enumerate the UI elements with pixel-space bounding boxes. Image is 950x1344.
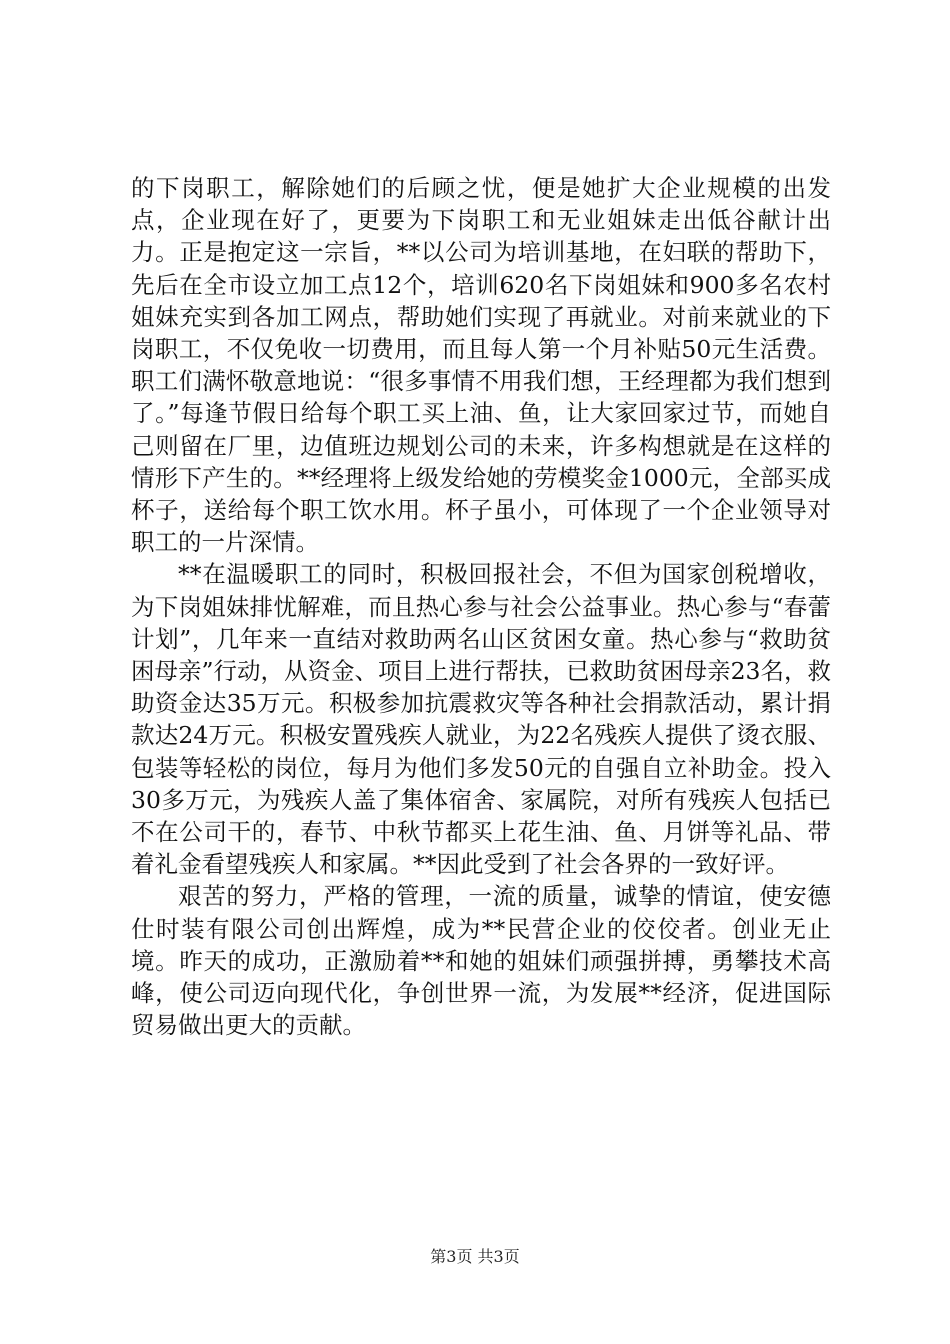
page-footer: 第3页 共3页 (430, 1247, 520, 1266)
paragraph-2: **在温暖职工的同时，积极回报社会，不但为国家创税增收，为下岗姐妹排忧解难，而且热心参与社会公益事业。热心参与“春蕾计划”，几年来一直结对救助两名山区贫困女童。热心参与“救助贫困母亲”行动，从资金、项目上进行帮扶，已救助贫困母亲23名，救助资金达35万元。积极参加抗震救灾等各种社会捐款活动，累计捐款达24万元。积极安置残疾人就业，为22名残疾人提供了烫衣服、包装等轻松的岗位，每月为他们多发50元的自强自立补助金。投入30多万元，为残疾人盖了集体宿舍、家属院，对所有残疾人包括已不在公司干的，春节、中秋节都买上花生油、鱼、月饼等礼品、带着礼金看望残疾人和家属。**因此受到了社会各界的一致好评。 (131, 560, 831, 879)
paragraph-3: 艰苦的努力，严格的管理，一流的质量，诚挚的情谊，使安德仕时装有限公司创出辉煌，成为**民营企业的佼佼者。创业无止境。昨天的成功，正激励着**和她的姐妹们顽强拼搏，勇攀技术高峰，使公司迈向现代化，争创世界一流，为发展**经济，促进国际贸易做出更大的贡献。 (131, 882, 831, 1040)
document-body (131, 172, 831, 1041)
paragraph-1: 的下岗职工，解除她们的后顾之忧，便是她扩大企业规模的出发点，企业现在好了，更要为下岗职工和无业姐妹走出低谷献计出力。正是抱定这一宗旨，**以公司为培训基地，在妇联的帮助下，先后在全市设立加工点12个，培训620名下岗姐妹和900多名农村姐妹充实到各加工网点，帮助她们实现了再就业。对前来就业的下岗职工，不仅免收一切费用，而且每人第一个月补贴50元生活费。职工们满怀敬意地说：“很多事情不用我们想，王经理都为我们想到了。”每逢节假日给每个职工买上油、鱼，让大家回家过节，而她自己则留在厂里，边值班边规划公司的未来，许多构想就是在这样的情形下产生的。**经理将上级发给她的劳模奖金1000元，全部买成杯子，送给每个职工饮水用。杯子虽小，可体现了一个企业领导对职工的一片深情。 (131, 174, 831, 557)
